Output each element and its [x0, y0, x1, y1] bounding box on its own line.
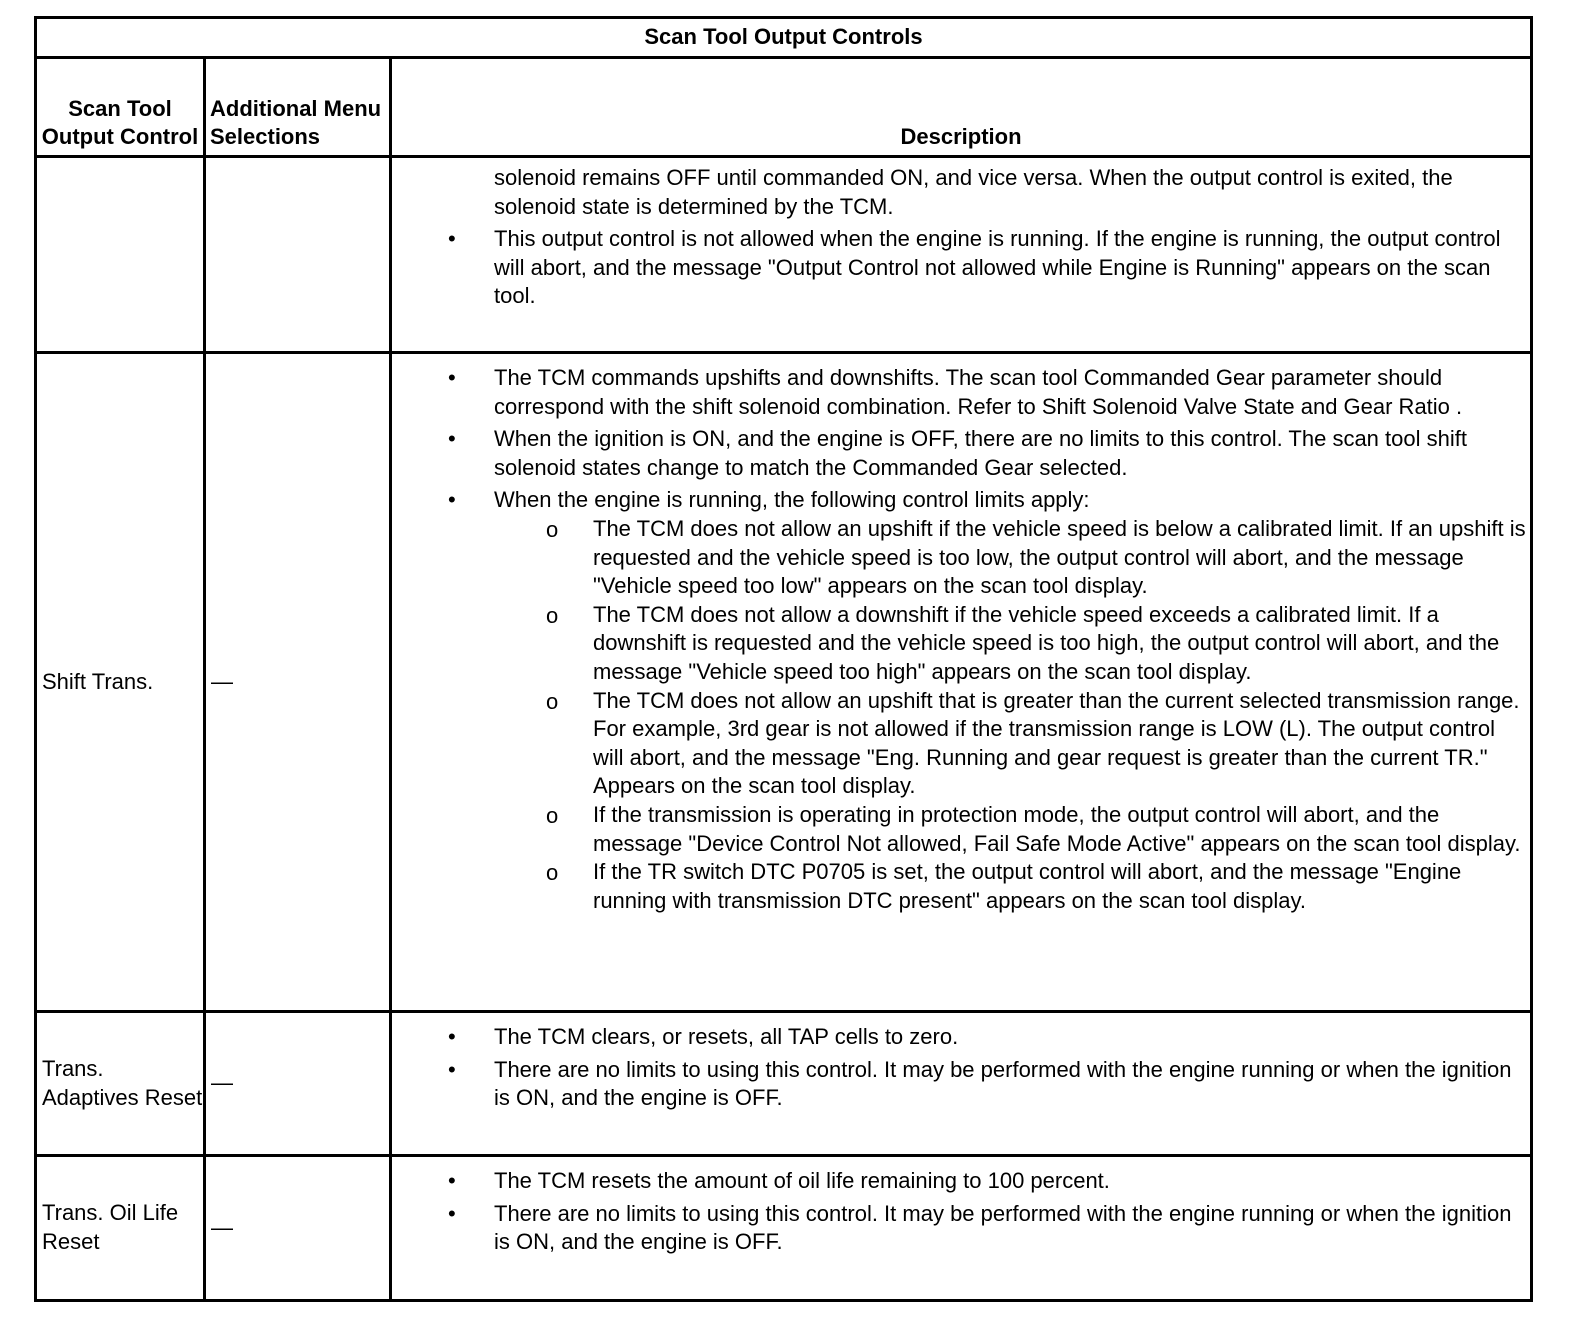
description-cell — [391, 1156, 1532, 1301]
output-controls-table — [34, 16, 1533, 1302]
table-row — [36, 1012, 1532, 1156]
bullet-item — [392, 364, 1528, 421]
table-row — [36, 1156, 1532, 1301]
sub-bullet-item — [392, 601, 1528, 687]
header-menu-selections: Additional Menu Selections — [205, 58, 391, 157]
table-title: Scan Tool Output Controls — [36, 18, 1532, 58]
sub-bullet-item — [392, 858, 1528, 915]
sub-bullet-text: If the transmission is operating in protection mode, the output control will abort, and the message "Device Control Not allowed, Fail Safe Mode Active" appears on the scan tool display. — [593, 801, 1521, 856]
bullet-item — [392, 425, 1528, 482]
bullet-text: The TCM resets the amount of oil life remaining to 100 percent. — [494, 1168, 1110, 1193]
control-cell: Trans. Adaptives Reset — [36, 1012, 205, 1156]
bullet-item — [392, 1167, 1528, 1196]
bullet-icon: • — [448, 365, 456, 390]
bullet-icon: • — [448, 487, 456, 513]
table-row — [36, 157, 1532, 353]
bullet-item — [392, 486, 1528, 515]
bullet-text: There are no limits to using this control. It may be performed with the engine running or when the ignition is ON, and the engine is OFF. — [494, 1056, 1512, 1111]
bullet-item — [392, 1200, 1528, 1257]
sub-bullet-icon: o — [546, 802, 559, 828]
control-cell: Trans. Oil Life Reset — [36, 1156, 205, 1301]
bullet-text: The TCM commands upshifts and downshifts. The scan tool Commanded Gear parameter should correspond with the shift solenoid combination. Refer to Shift Solenoid Valve State and Gear Ratio . — [494, 365, 1463, 419]
menu-cell: — — [205, 353, 391, 1012]
sub-bullet-icon: o — [546, 602, 559, 628]
bullet-icon: • — [448, 426, 456, 452]
sub-bullet-text: The TCM does not allow a downshift if the vehicle speed exceeds a calibrated limit. If a downshift is requested and the vehicle speed is too high, the output control will abort, and the message "Vehicle speed too high" appears on the scan tool display. — [593, 601, 1500, 684]
bullet-icon: • — [448, 1168, 456, 1193]
bullet-text: There are no limits to using this control. It may be performed with the engine running or when the ignition is ON, and the engine is OFF. — [494, 1200, 1512, 1255]
bullet-text: The TCM clears, or resets, all TAP cells to zero. — [494, 1024, 959, 1049]
sub-bullet-icon: o — [546, 516, 559, 542]
menu-cell — [205, 157, 391, 353]
bullet-item — [392, 225, 1528, 311]
description-cell — [391, 1012, 1532, 1156]
header-output-control: Scan Tool Output Control — [36, 58, 205, 157]
sub-bullet-text: The TCM does not allow an upshift if the vehicle speed is below a calibrated limit. If an upshift is requested and the vehicle speed is too low, the output control will abort, and the message "Vehicle speed too low" appears on the scan tool display. — [593, 515, 1526, 599]
table-row — [36, 353, 1532, 1012]
bullet-icon: • — [448, 1056, 456, 1082]
sub-bullet-item — [392, 687, 1528, 801]
bullet-text: This output control is not allowed when the engine is running. If the engine is running, the output control will abort, and the message "Output Control not allowed while Engine is Running" appears on the scan tool. — [494, 226, 1501, 309]
continued-text: solenoid remains OFF until commanded ON, and vice versa. When the output control is exited, the solenoid state is determined by the TCM. — [494, 165, 1453, 219]
sub-bullet-icon: o — [546, 860, 559, 886]
bullet-text: When the ignition is ON, and the engine is OFF, there are no limits to this control. The scan tool shift solenoid states change to match the Commanded Gear selected. — [494, 426, 1467, 480]
control-cell — [36, 157, 205, 353]
bullet-text: When the engine is running, the following control limits apply: — [494, 487, 1090, 513]
sub-bullet-text: If the TR switch DTC P0705 is set, the output control will abort, and the message "Engine running with transmission DTC present" appears on the scan tool display. — [593, 859, 1462, 913]
bullet-item — [392, 1023, 1528, 1052]
sub-bullet-item — [392, 515, 1528, 601]
description-cell — [391, 353, 1532, 1012]
menu-cell: — — [205, 1156, 391, 1301]
sub-bullet-item — [392, 801, 1528, 858]
header-description: Description — [391, 58, 1532, 157]
bullet-item — [392, 1056, 1528, 1113]
menu-cell: — — [205, 1012, 391, 1156]
control-cell: Shift Trans. — [36, 353, 205, 1012]
description-cell — [391, 157, 1532, 353]
sub-bullet-text: The TCM does not allow an upshift that is greater than the current selected transmission range. For example, 3rd gear is not allowed if the transmission range is LOW (L). The output control will abort, and the message "Eng. Running and gear request is greater than the current TR." Appears on the scan tool display. — [593, 687, 1520, 799]
bullet-icon: • — [448, 1200, 456, 1226]
bullet-icon: • — [448, 1024, 456, 1049]
bullet-icon: • — [448, 226, 456, 252]
sub-bullet-icon: o — [546, 688, 559, 714]
